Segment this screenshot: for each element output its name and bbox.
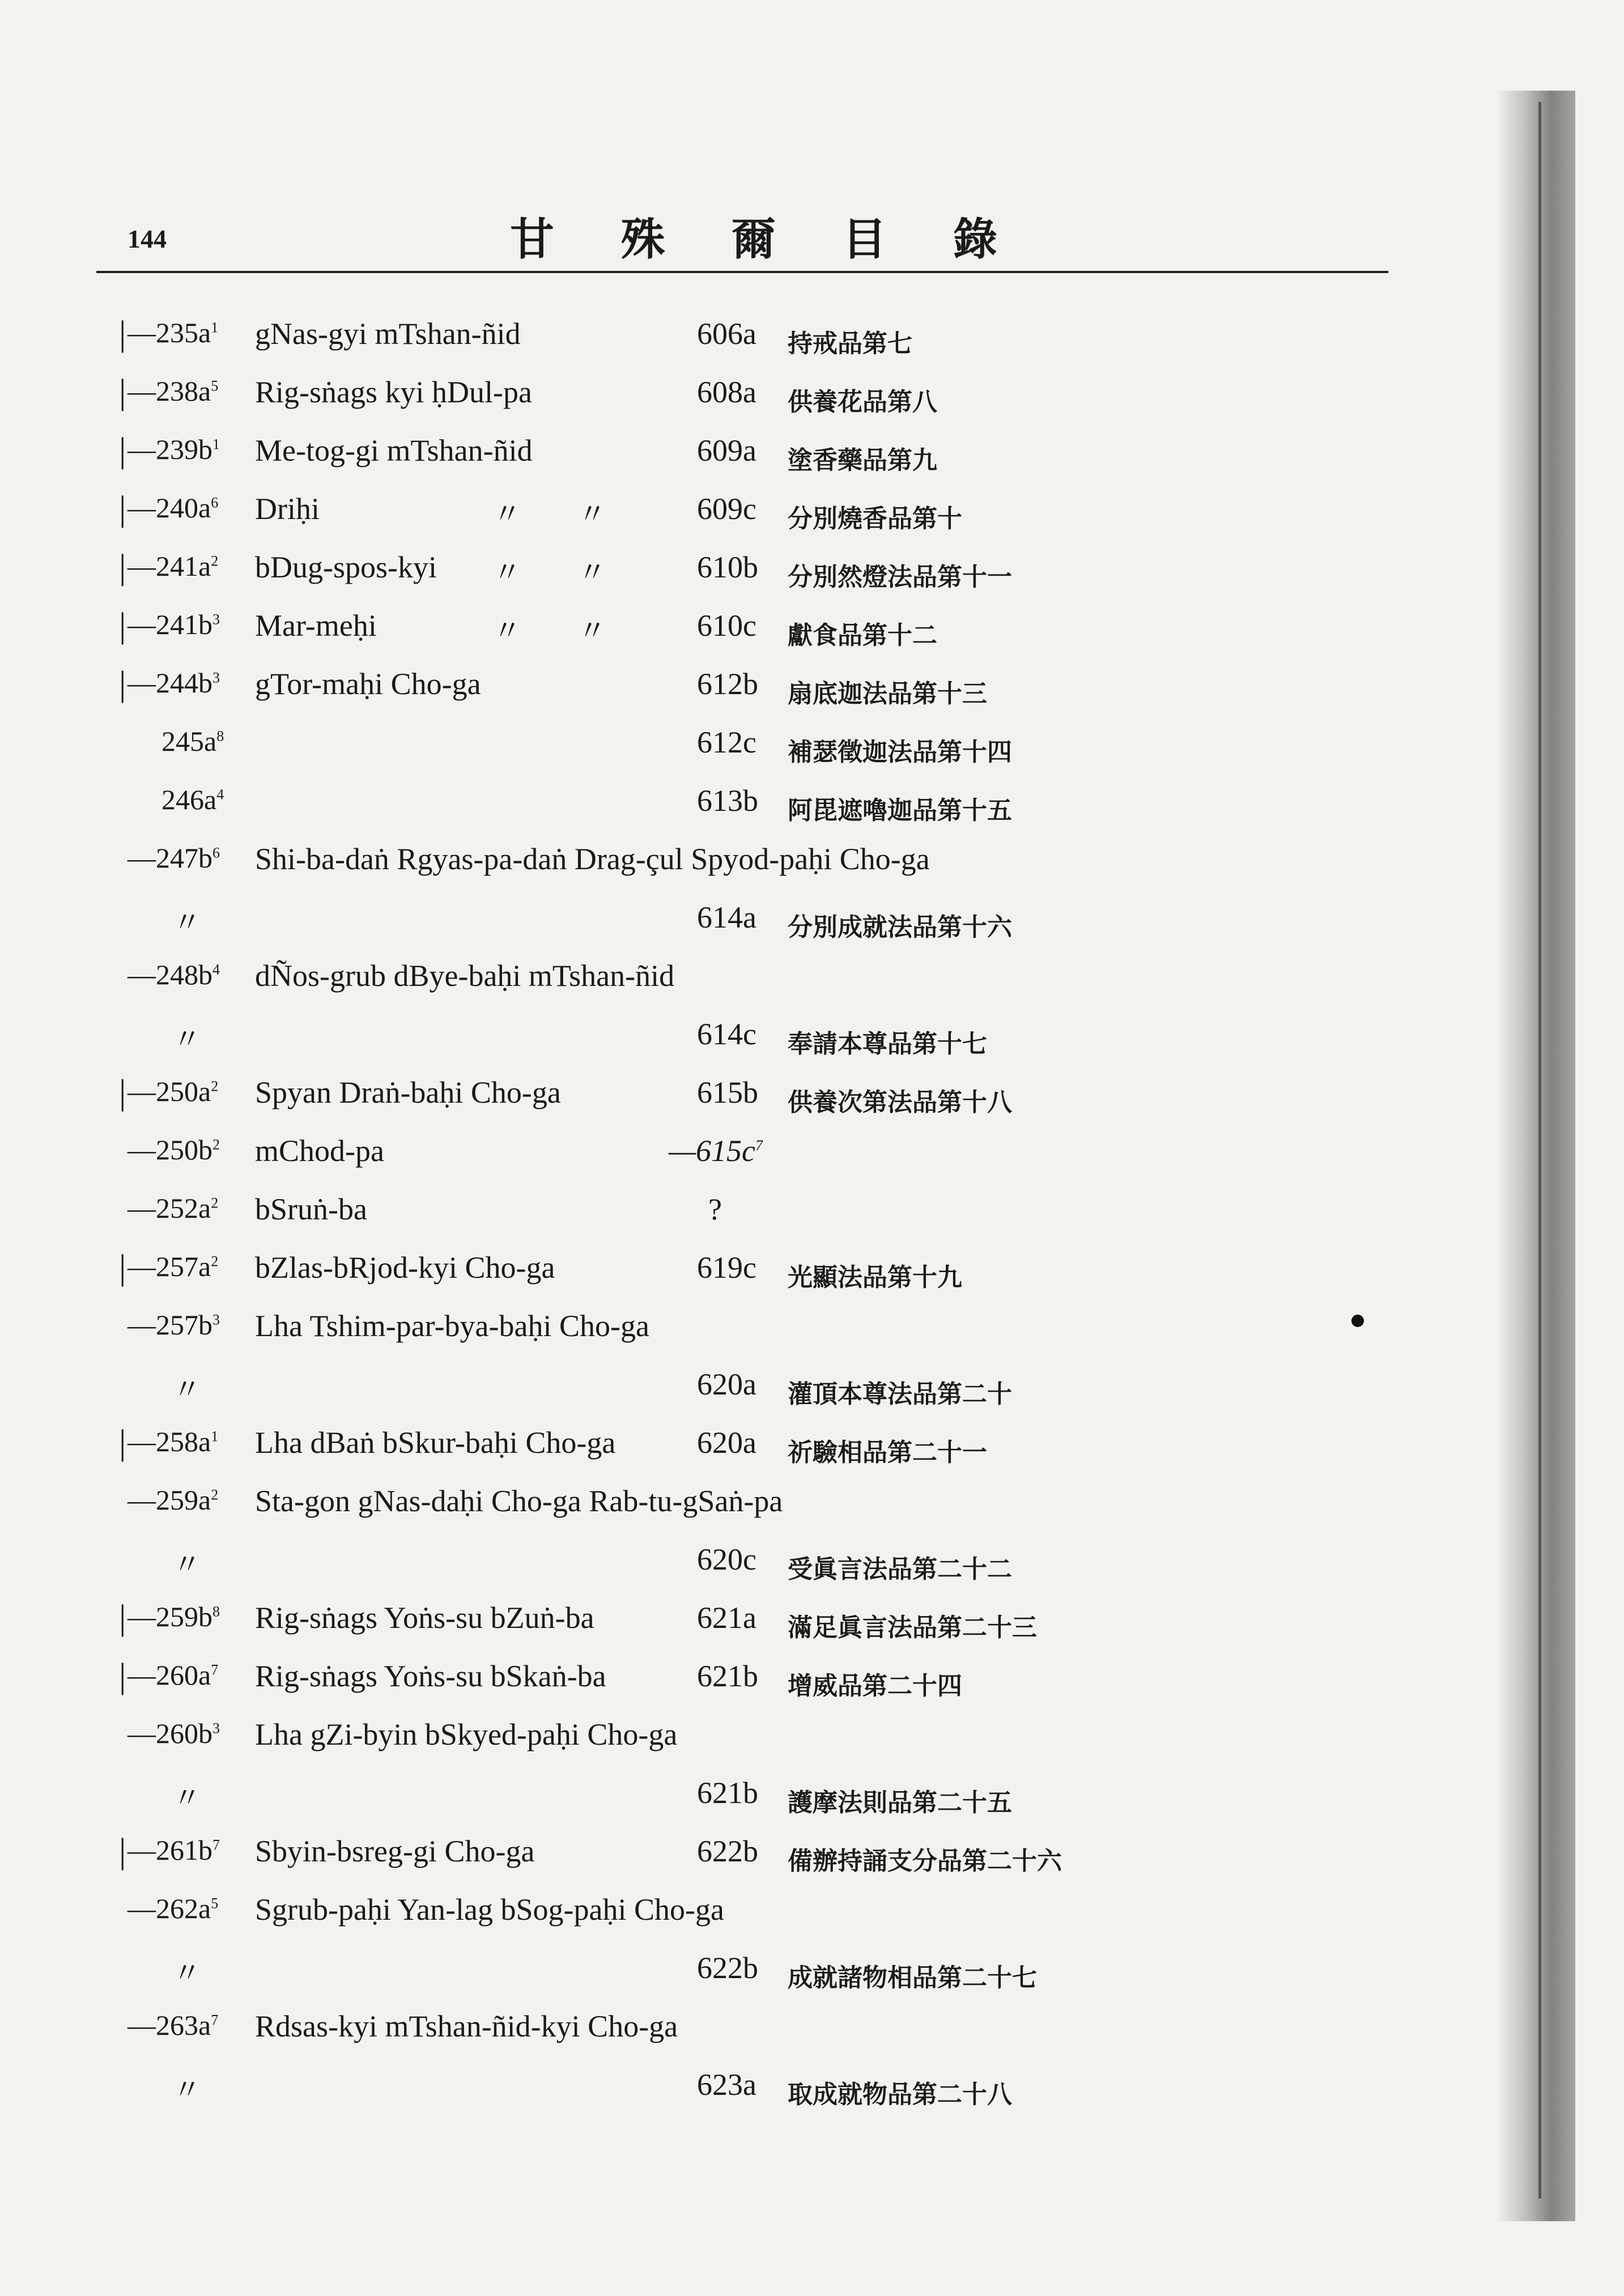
entry-chinese-title: 光顯法品第十九: [788, 1264, 962, 1291]
catalog-entry: [0, 353, 1624, 416]
catalog-entry: [0, 1637, 1624, 1700]
entry-reference: [697, 1367, 756, 1402]
entry-folio: [127, 841, 220, 874]
title-char: 錄: [953, 215, 997, 264]
entry-folio-text: 246a: [161, 784, 217, 815]
entry-folio-line: 1: [211, 1428, 219, 1445]
entry-folio-line: 2: [211, 1194, 219, 1211]
entry-reference: [697, 1950, 758, 1985]
catalog-entry: [0, 820, 1624, 878]
entry-reference-text: 609c: [697, 492, 756, 526]
entry-folio: [127, 666, 220, 699]
catalog-entry: [0, 1579, 1624, 1642]
catalog-entry: [0, 1929, 1624, 1992]
entry-chinese-title: 分別然燈法品第十一: [788, 563, 1012, 591]
ditto-marks: 〃 〃: [493, 615, 606, 647]
page-number: 144: [127, 224, 167, 253]
entry-folio-text: —259a: [127, 1484, 211, 1516]
entry-folio-text: —239b: [127, 433, 212, 465]
catalog-entry: [0, 937, 1624, 995]
entry-reference-text: 608a: [697, 375, 756, 409]
entry-folio-line: 3: [212, 611, 220, 628]
entry-folio: [127, 491, 218, 524]
entry-tibetan-title: gNas-gyi mTshan-ñid: [255, 317, 521, 351]
entry-chinese-title: 增威品第二十四: [788, 1672, 962, 1700]
title-char: 目: [842, 215, 887, 264]
entry-bar: |: [119, 548, 126, 586]
entry-folio: [127, 1892, 218, 1925]
entry-tibetan-title: Lha dBaṅ bSkur-baḥi Cho-ga: [255, 1426, 616, 1460]
header-rule: [96, 271, 1388, 273]
entry-chinese-title: 供養次第法品第十八: [788, 1089, 1012, 1116]
entry-tibetan-title: Rig-sṅags kyi ḥDul-pa: [255, 375, 532, 409]
entry-chinese-title: 成就諸物相品第二十七: [788, 1964, 1037, 1992]
entry-folio-line: 6: [211, 494, 219, 511]
title-char: 甘: [510, 215, 555, 264]
entry-chinese-title: 持戒品第七: [788, 330, 912, 358]
entry-reference-text: 621b: [697, 1776, 758, 1810]
entry-folio: [127, 1717, 220, 1750]
entry-folio: [127, 316, 218, 349]
entry-folio-text: 〃: [173, 2074, 201, 2106]
entry-folio-line: 3: [212, 1720, 220, 1737]
entry-tibetan-title: Lha gZi-byin bSkyed-paḥi Cho-ga: [255, 1717, 678, 1751]
entry-folio: [127, 958, 220, 991]
catalog-entry: [0, 528, 1624, 591]
entry-chinese-title: 受眞言法品第二十二: [788, 1555, 1012, 1583]
ditto-marks: 〃 〃: [493, 556, 606, 588]
entry-reference-text: 612b: [697, 667, 758, 701]
entry-folio: [127, 608, 220, 641]
catalog-entry: [0, 470, 1624, 533]
entry-reference: [697, 1834, 758, 1869]
entry-reference: [697, 550, 758, 585]
entry-tibetan-title: bZlas-bRjod-kyi Cho-ga: [255, 1251, 555, 1285]
entry-folio-line: 2: [211, 1486, 219, 1503]
entry-reference-text: 620a: [697, 1367, 756, 1401]
entry-folio-text: 〃: [173, 1549, 201, 1580]
entry-reference-text: 610b: [697, 550, 758, 584]
entry-reference: [697, 433, 756, 468]
entry-tibetan-title: Driḥi: [255, 492, 320, 526]
entry-folio-text: —241a: [127, 550, 211, 582]
catalog-entry: [0, 1345, 1624, 1408]
entry-reference-text: 621a: [697, 1601, 756, 1635]
entry-folio-line: 8: [216, 728, 224, 745]
entry-folio: [127, 2009, 218, 2042]
entry-folio-text: —252a: [127, 1192, 211, 1224]
entry-folio: [127, 1834, 220, 1866]
title-char: 爾: [731, 215, 776, 264]
entry-folio-line: 7: [211, 1661, 219, 1678]
catalog-entry: [0, 295, 1624, 358]
entry-reference: [697, 2067, 756, 2102]
entry-folio-text: 〃: [173, 1957, 201, 1989]
entry-folio-line: 1: [211, 319, 219, 336]
page-title: [510, 204, 997, 267]
catalog-entry: [0, 1170, 1624, 1228]
entry-folio-text: —244b: [127, 667, 212, 699]
catalog-entry: [0, 1754, 1624, 1817]
entry-reference-text: 622b: [697, 1834, 758, 1868]
catalog-entry: [0, 995, 1624, 1058]
entry-folio-text: —260a: [127, 1659, 211, 1691]
entry-reference: [697, 900, 756, 935]
entry-folio-line: 4: [216, 786, 224, 803]
entry-folio-line: 2: [211, 1253, 219, 1270]
entry-reference-text: 606a: [697, 317, 756, 351]
entry-folio: [127, 1192, 218, 1224]
entry-reference: [697, 608, 756, 643]
entry-folio-line: 5: [211, 1895, 219, 1912]
entry-reference: [697, 1017, 756, 1052]
entry-reference-line: 7: [755, 1137, 763, 1154]
entry-folio: [161, 783, 224, 816]
entry-folio-text: —247b: [127, 842, 212, 874]
catalog-entry: [0, 1870, 1624, 1929]
entry-chinese-title: 護摩法則品第二十五: [788, 1789, 1012, 1817]
entry-folio-line: 2: [211, 552, 219, 569]
entry-reference-text: 622b: [697, 1951, 758, 1985]
entry-folio-text: 245a: [161, 725, 217, 757]
entry-folio-text: —238a: [127, 375, 211, 407]
entry-chinese-title: 供養花品第八: [788, 388, 937, 416]
entry-folio-text: 〃: [173, 1782, 201, 1814]
entry-reference-text: 619c: [697, 1251, 756, 1285]
entry-folio: [127, 1600, 220, 1633]
entry-folio-line: 2: [212, 1136, 220, 1153]
entry-folio-line: 6: [212, 844, 220, 861]
entry-bar: |: [119, 314, 126, 353]
entry-folio-line: 7: [212, 1836, 220, 1853]
entry-reference-text: 615b: [697, 1075, 758, 1109]
entry-reference-text: 614c: [697, 1017, 756, 1051]
catalog-entry: [0, 645, 1624, 708]
entry-reference: [697, 1775, 758, 1810]
entry-reference: [697, 1075, 758, 1110]
entry-tibetan-title: Rig-sṅags Yoṅs-su bZuṅ-ba: [255, 1601, 594, 1635]
entry-tibetan-title: Sbyin-bsreg-gi Cho-ga: [255, 1834, 535, 1868]
catalog-entry: [0, 1812, 1624, 1875]
entry-folio-text: —240a: [127, 492, 211, 524]
entry-folio: [173, 1017, 201, 1057]
entry-folio-line: 1: [212, 436, 220, 453]
entry-reference-text: 623a: [697, 2068, 756, 2102]
entry-folio: [127, 1133, 220, 1166]
entry-folio-line: 7: [211, 2012, 219, 2029]
entry-chinese-title: 滿足眞言法品第二十三: [788, 1614, 1037, 1642]
entry-tibetan-title: Lha Tshim-par-bya-baḥi Cho-ga: [255, 1309, 649, 1343]
entry-reference-text: 620c: [697, 1542, 756, 1576]
entry-chinese-title: 灌頂本尊法品第二十: [788, 1380, 1012, 1408]
entry-folio-text: —235a: [127, 317, 211, 348]
entry-folio-text: —259b: [127, 1601, 212, 1632]
entry-chinese-title: 補瑟徵迦法品第十四: [788, 738, 1012, 766]
catalog-entries: [0, 295, 1624, 2108]
entry-folio: [173, 900, 201, 941]
entry-folio: [173, 2067, 201, 2108]
entry-folio-text: —248b: [127, 959, 212, 990]
catalog-entry: [0, 2046, 1624, 2108]
entry-bar: |: [119, 1832, 126, 1870]
entry-bar: |: [119, 1248, 126, 1287]
entry-chinese-title: 分別燒香品第十: [788, 505, 962, 533]
entry-chinese-title: 奉請本尊品第十七: [788, 1030, 987, 1058]
entry-folio-text: 〃: [173, 1023, 201, 1055]
entry-chinese-title: 備辦持誦支分品第二十六: [788, 1847, 1062, 1875]
entry-bar: |: [119, 1598, 126, 1637]
entry-folio-line: 8: [212, 1603, 220, 1620]
entry-folio-line: 3: [212, 1311, 220, 1328]
entry-tibetan-title: gTor-maḥi Cho-ga: [255, 667, 481, 701]
entry-reference: [697, 1542, 756, 1577]
entry-folio: [127, 1425, 218, 1458]
entry-tibetan-title: bSruṅ-ba: [255, 1192, 367, 1226]
entry-folio: [173, 1367, 201, 1408]
entry-folio-text: —262a: [127, 1893, 211, 1924]
entry-reference-text: 614a: [697, 900, 756, 934]
catalog-entry: [0, 1987, 1624, 2046]
entry-reference: [697, 1425, 756, 1460]
entry-folio: [127, 1308, 220, 1341]
entry-reference: [697, 1600, 756, 1635]
entry-reference-text: 610c: [697, 609, 756, 643]
catalog-entry: [0, 878, 1624, 941]
catalog-entry: [0, 1462, 1624, 1520]
entry-folio-line: 5: [211, 377, 219, 394]
entry-bar: |: [119, 1073, 126, 1112]
entry-reference-text: —615c: [669, 1134, 755, 1168]
catalog-entry: [0, 1053, 1624, 1116]
entry-bar: |: [119, 1423, 126, 1462]
catalog-entry: [0, 1404, 1624, 1466]
entry-folio-text: —258a: [127, 1426, 211, 1457]
catalog-entry: [0, 586, 1624, 649]
entry-folio: [173, 1950, 201, 1991]
entry-reference-text: 620a: [697, 1426, 756, 1460]
catalog-entry: [0, 1520, 1624, 1583]
entry-folio-text: —260b: [127, 1717, 212, 1749]
entry-chinese-title: 取成就物品第二十八: [788, 2081, 1012, 2108]
entry-reference-text: 613b: [697, 784, 758, 818]
entry-folio: [127, 433, 220, 466]
entry-bar: |: [119, 490, 126, 528]
entry-tibetan-title: Mar-meḥi: [255, 609, 377, 643]
entry-reference: [697, 1659, 758, 1694]
entry-folio: [127, 1075, 218, 1108]
catalog-entry: [0, 1695, 1624, 1754]
entry-bar: |: [119, 373, 126, 411]
entry-tibetan-title: Sta-gon gNas-daḥi Cho-ga Rab-tu-gSaṅ-pa: [255, 1484, 783, 1518]
entry-folio-text: —250a: [127, 1075, 211, 1107]
entry-folio: [173, 1542, 201, 1583]
entry-folio-text: —257b: [127, 1309, 212, 1341]
entry-bar: |: [119, 606, 126, 645]
entry-folio-line: 3: [212, 669, 220, 686]
catalog-entry: [0, 762, 1624, 824]
entry-tibetan-title: Sgrub-paḥi Yan-lag bSog-paḥi Cho-ga: [255, 1893, 724, 1927]
entry-chinese-title: 祈驗相品第二十一: [788, 1439, 987, 1466]
entry-reference: [697, 1250, 756, 1285]
entry-reference: [708, 1192, 722, 1227]
entry-reference: [669, 1133, 763, 1168]
entry-folio-line: 4: [212, 961, 220, 978]
catalog-entry: [0, 411, 1624, 474]
entry-reference: [697, 725, 756, 760]
entry-bar: |: [119, 431, 126, 470]
entry-reference: [697, 783, 758, 818]
entry-folio: [127, 1483, 218, 1516]
entry-tibetan-title: Shi-ba-daṅ Rgyas-pa-daṅ Drag-çul Spyod-paḥi Cho-ga: [255, 842, 930, 876]
entry-tibetan-title: Spyan Draṅ-baḥi Cho-ga: [255, 1075, 561, 1109]
entry-reference: [697, 491, 756, 526]
entry-folio-text: 〃: [173, 907, 201, 938]
entry-folio-line: 2: [211, 1078, 219, 1095]
entry-tibetan-title: bDug-spos-kyi: [255, 550, 437, 584]
entry-folio-text: —263a: [127, 2009, 211, 2041]
ditto-marks: 〃 〃: [493, 498, 606, 530]
entry-tibetan-title: dÑos-grub dBye-baḥi mTshan-ñid: [255, 959, 675, 993]
entry-reference: [697, 666, 758, 701]
entry-folio-text: —257a: [127, 1251, 211, 1282]
catalog-entry: [0, 1112, 1624, 1170]
entry-folio-text: 〃: [173, 1374, 201, 1405]
entry-folio-text: —241b: [127, 609, 212, 640]
entry-chinese-title: 阿毘遮嚕迦品第十五: [788, 797, 1012, 824]
entry-reference: [697, 316, 756, 351]
entry-folio: [127, 1659, 218, 1691]
entry-folio: [127, 375, 218, 407]
catalog-entry: [0, 1228, 1624, 1291]
entry-folio: [127, 1250, 218, 1283]
entry-reference-text: 609a: [697, 433, 756, 467]
entry-chinese-title: 塗香藥品第九: [788, 447, 937, 474]
entry-reference-text: 621b: [697, 1659, 758, 1693]
entry-bar: |: [119, 1657, 126, 1695]
entry-reference: [697, 375, 756, 410]
catalog-entry: [0, 1287, 1624, 1345]
entry-tibetan-title: Rig-sṅags Yoṅs-su bSkaṅ-ba: [255, 1659, 606, 1693]
entry-chinese-title: 分別成就法品第十六: [788, 913, 1012, 941]
entry-reference-text: ?: [708, 1192, 722, 1226]
entry-folio: [173, 1775, 201, 1816]
title-char: 殊: [620, 215, 665, 264]
entry-folio-text: —261b: [127, 1834, 212, 1866]
entry-tibetan-title: Me-tog-gi mTshan-ñid: [255, 433, 533, 467]
entry-folio: [161, 725, 224, 758]
entry-tibetan-title: mChod-pa: [255, 1134, 384, 1168]
entry-chinese-title: 扇底迦法品第十三: [788, 680, 987, 708]
entry-reference-text: 612c: [697, 725, 756, 759]
entry-chinese-title: 獻食品第十二: [788, 622, 937, 649]
entry-tibetan-title: Rdsas-kyi mTshan-ñid-kyi Cho-ga: [255, 2009, 678, 2043]
entry-folio-text: —250b: [127, 1134, 212, 1166]
entry-bar: |: [119, 665, 126, 703]
catalog-entry: [0, 703, 1624, 766]
entry-folio: [127, 550, 218, 582]
